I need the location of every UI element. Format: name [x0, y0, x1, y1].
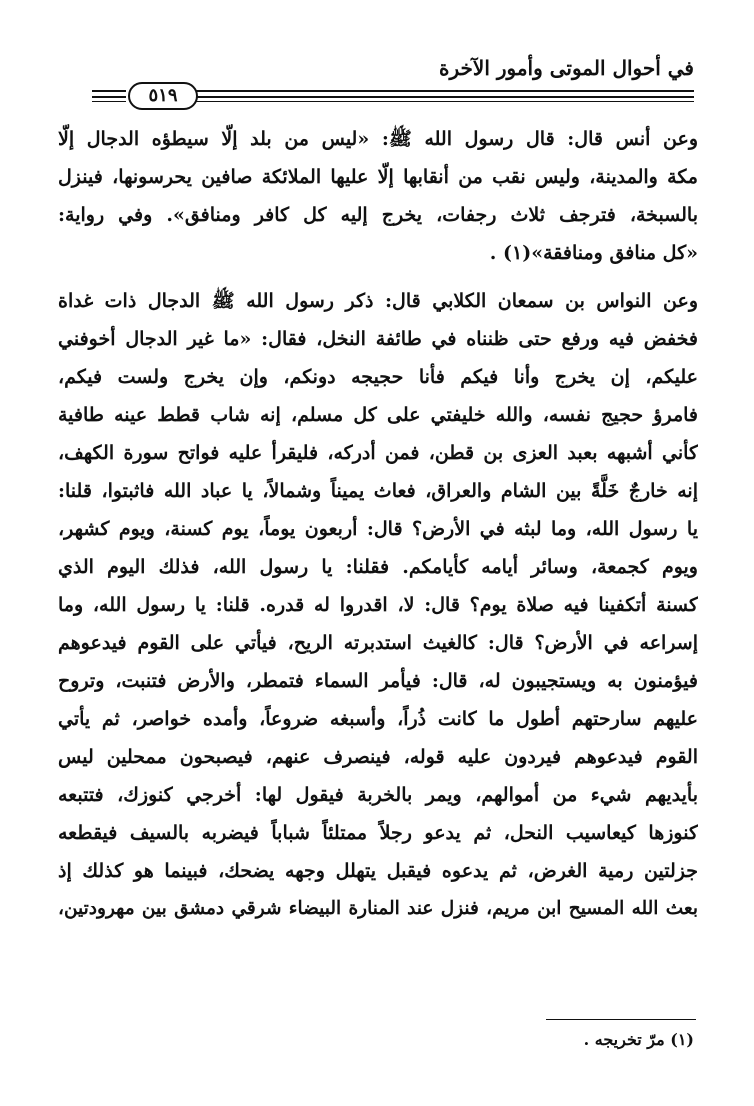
text-line: جزلتين رمية الغرض، ثم يدعوه فيقبل يتهلل وجهه يضحك، فبينما هو كذلك إذ — [58, 860, 698, 882]
text-line: القوم فيدعوهم فيردون عليه قوله، فينصرف عنهم، فيصبحون ممحلين ليس — [58, 746, 698, 768]
header-rule — [196, 90, 694, 92]
text-line: بعث الله المسيح ابن مريم، فنزل عند المنارة البيضاء شرقي دمشق بين مهرودتين، — [58, 898, 698, 919]
text-line: إسراعه في الأرض؟ قال: كالغيث استدبرته الريح، فيأتي على القوم فيدعوهم — [58, 632, 698, 654]
text-line: وعن أنس قال: قال رسول الله ﷺ: «ليس من بلد إلّا سيطؤه الدجال إلّا — [58, 128, 698, 150]
text-line: عليهم سارحتهم أطول ما كانت ذُراً، وأسبغه ضروعاً، وأمده خواصر، ثم يأتي — [58, 708, 698, 730]
running-title: في أحوال الموتى وأمور الآخرة — [439, 56, 694, 80]
text-line: «كل منافق ومنافقة»(١) . — [489, 242, 698, 264]
page-number: ٥١٩ — [128, 82, 198, 110]
header-rule — [92, 90, 126, 92]
text-line: مكة والمدينة، وليس نقب من أنقابها إلّا عليها الملائكة صافين يحرسونها، فينزل — [58, 166, 698, 188]
header-rule — [92, 96, 126, 98]
text-line: وعن النواس بن سمعان الكلابي قال: ذكر رسول الله ﷺ الدجال ذات غداة — [58, 290, 698, 312]
text-line: فخفض فيه ورفع حتى ظنناه في طائفة النخل، فقال: «ما غير الدجال أخوفني — [58, 328, 698, 350]
header-rule — [196, 101, 694, 102]
header-rule — [196, 96, 694, 98]
footnote-divider — [546, 1019, 696, 1020]
text-line: عليكم، إن يخرج وأنا فيكم فأنا حجيجه دونكم، وإن يخرج ولست فيكم، — [58, 366, 698, 388]
body-text — [58, 120, 698, 928]
text-line: فيؤمنون به ويستجيبون له، قال: فيأمر السماء فتمطر، والأرض فتنبت، وتروح — [58, 670, 698, 692]
text-line: بأيديهم شيء من أموالهم، ويمر بالخربة فيقول لها: أخرجي كنوزك، فتتبعه — [58, 784, 698, 806]
footnote: (١) مرّ تخريجه . — [583, 1030, 694, 1049]
text-line: فامرؤ حجيج نفسه، والله خليفتي على كل مسلم، إنه شاب قطط عينه طافية — [58, 404, 698, 426]
header-rule — [92, 101, 126, 102]
text-line: كأني أشبهه بعبد العزى بن قطن، فمن أدركه، فليقرأ عليه فواتح سورة الكهف، — [58, 442, 698, 464]
text-line: كسنة أتكفينا فيه صلاة يوم؟ قال: لا، اقدروا له قدره. قلنا: يا رسول الله، وما — [58, 594, 698, 616]
text-line: كنوزها كيعاسيب النحل، ثم يدعو رجلاً ممتلئاً شباباً فيضربه بالسيف فيقطعه — [58, 822, 698, 844]
text-line: ويوم كجمعة، وسائر أيامه كأيامكم. فقلنا: يا رسول الله، فذلك اليوم الذي — [58, 556, 698, 578]
text-line: يا رسول الله، وما لبثه في الأرض؟ قال: أربعون يوماً، يوم كسنة، ويوم كشهر، — [58, 518, 698, 540]
text-line: بالسبخة، فترجف ثلاث رجفات، يخرج إليه كل كافر ومنافق». وفي رواية: — [58, 204, 698, 226]
text-line: إنه خارجٌ خَلَّةً بين الشام والعراق، فعاث يميناً وشمالاً، يا عباد الله فاثبتوا، قلنا: — [58, 480, 698, 502]
